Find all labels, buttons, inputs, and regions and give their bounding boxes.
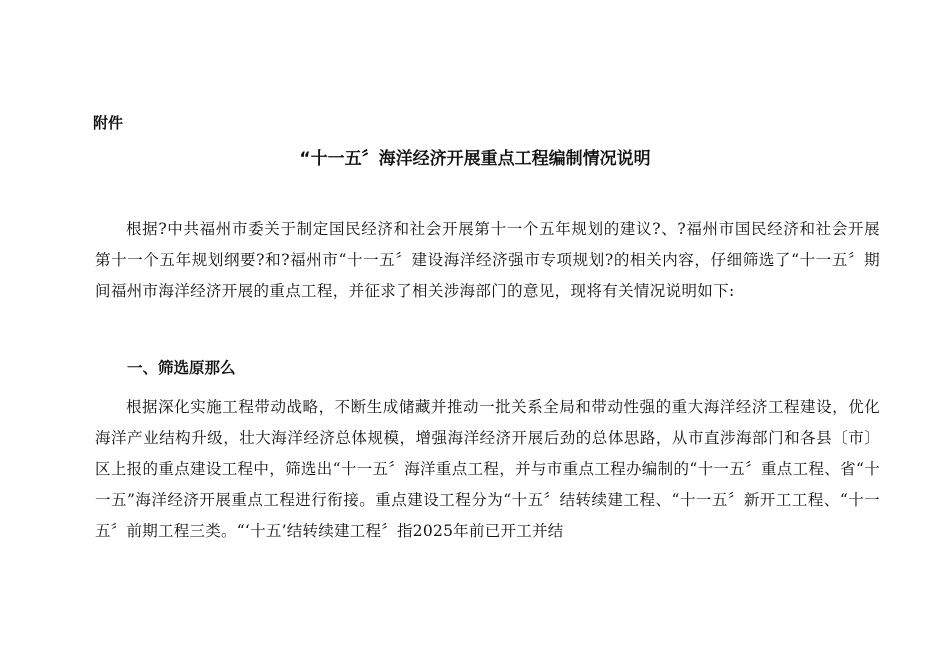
document-title: “十一五〞海洋经济开展重点工程编制情况说明 (299, 149, 651, 169)
attachment-label: 附件 (93, 114, 124, 132)
section-heading-selection-principles: 一、筛选原那么 (127, 359, 236, 377)
selection-principles-paragraph: 根据深化实施工程带动战略，不断生成储藏并推动一批关系全局和带动性强的重大海洋经济工程建设，优化海洋产业结构升级，壮大海洋经济总体规模，增强海洋经济开展后劲的总体思路，从市直涉海部门和各县〔市〕区上报的重点建设工程中，筛选出“十一五〞海洋重点工程，并与市重点工程办编制的“十一五〞重点工程、省“十一五”海洋经济开展重点工程进行衔接。重点建设工程分为“十五〞结转续建工程、“十一五〞新开工工程、“十一五〞前期工程三类。“‘十五’结转续建工程〞指2025年前已开工并结 (95, 398, 880, 540)
intro-paragraph: 根据?中共福州市委关于制定国民经济和社会开展第十一个五年规划的建议?、?福州市国民经济和社会开展第十一个五年规划纲要?和?福州市“十一五〞建设海洋经济强市专项规划?的相关内容，仔细筛选了“十一五〞期间福州市海洋经济开展的重点工程，并征求了相关涉海部门的意见，现将有关情况说明如下: (95, 220, 880, 300)
